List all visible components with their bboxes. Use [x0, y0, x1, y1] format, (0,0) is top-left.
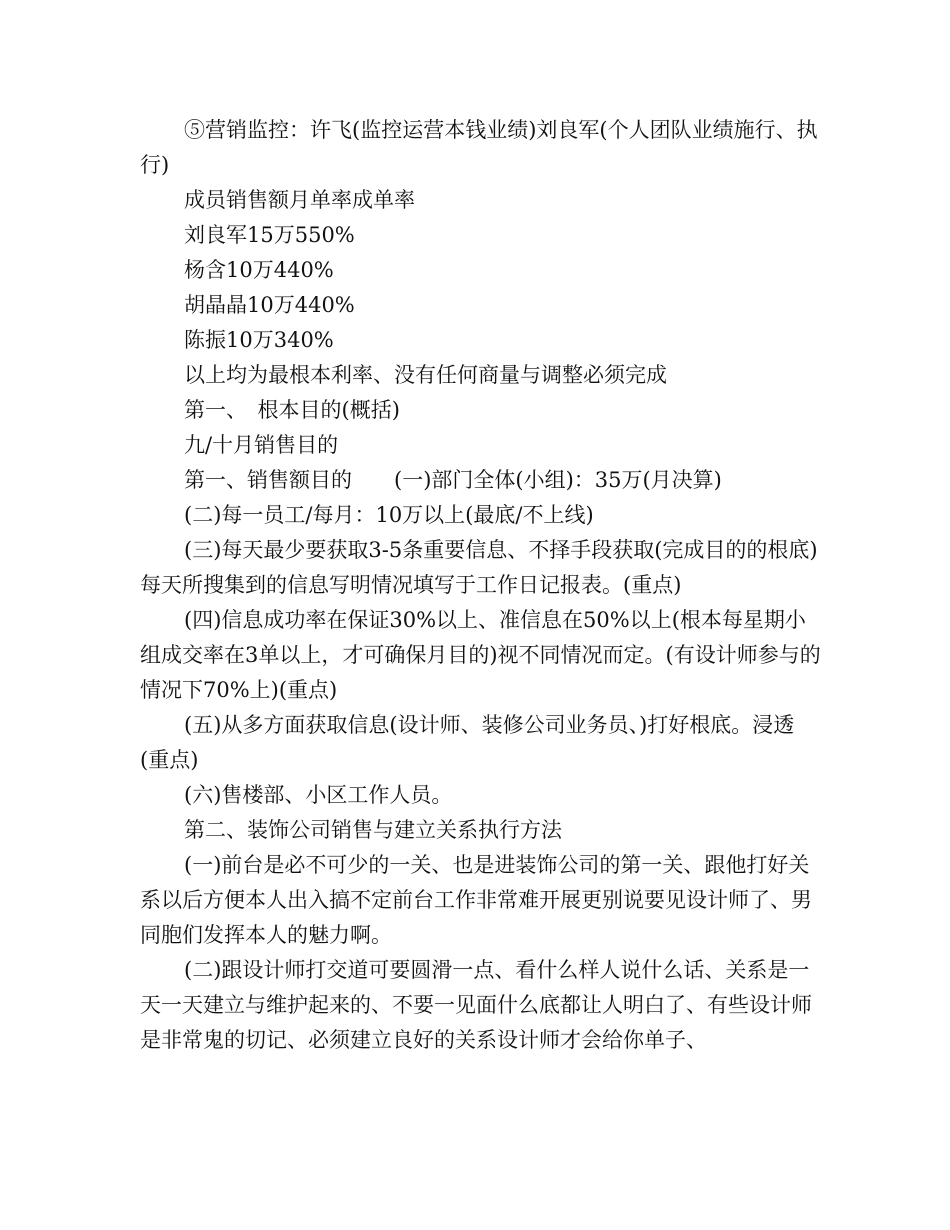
paragraph-month-target: 九/十月销售目的: [184, 433, 339, 457]
document-body: [140, 113, 822, 1058]
paragraph-member-row: 胡晶晶10万440%: [184, 293, 355, 317]
paragraph-item-3: (三)每天最少要获取3-5条重要信息、不择手段获取(完成目的的根底)每天所搜集到的信息写明情况填写于工作日记报表。(重点): [140, 538, 818, 597]
paragraph-item-5: (五)从多方面获取信息(设计师、装修公司业务员、)打好根底。浸透(重点): [140, 713, 795, 772]
paragraph-item-4: (四)信息成功率在保证30%以上、准信息在50%以上(根本每星期小组成交率在3单以上，才可确保月目的)视不同情况而定。(有设计师参与的情况下70%上)(重点): [140, 608, 821, 702]
paragraph-member-row: 刘良军15万550%: [184, 223, 355, 247]
paragraph-member-row: 陈振10万340%: [184, 328, 334, 352]
paragraph-sales-target: 第一、销售额目的 (一)部门全体(小组)：35万(月决算): [184, 468, 722, 492]
paragraph-marketing-monitor: ⑤营销监控：许飞(监控运营本钱业绩)刘良军(个人团队业绩施行、执行): [140, 118, 818, 177]
paragraph-item-2: (二)每一员工/每月：10万以上(最底/不上线): [184, 503, 594, 527]
paragraph-item-6: (六)售楼部、小区工作人员。: [184, 783, 453, 807]
paragraph-designer: (二)跟设计师打交道可要圆滑一点、看什么样人说什么话、关系是一天一天建立与维护起来的、不要一见面什么底都让人明白了、有些设计师是非常鬼的切记、必须建立良好的关系设计师才会给你单子、: [140, 958, 812, 1052]
heading-basic-goal: 第一、 根本目的(概括): [184, 398, 400, 422]
heading-execution-method: 第二、装饰公司销售与建立关系执行方法: [184, 818, 562, 842]
paragraph-reception: (一)前台是必不可少的一关、也是进装饰公司的第一关、跟他打好关系以后方便本人出入搞不定前台工作非常难开展更别说要见设计师了、男同胞们发挥本人的魅力啊。: [140, 853, 812, 947]
paragraph-member-row: 杨含10万440%: [184, 258, 334, 282]
paragraph-table-header: 成员销售额月单率成单率: [184, 188, 415, 212]
paragraph-note: 以上均为最根本利率、没有任何商量与调整必须完成: [184, 363, 667, 387]
